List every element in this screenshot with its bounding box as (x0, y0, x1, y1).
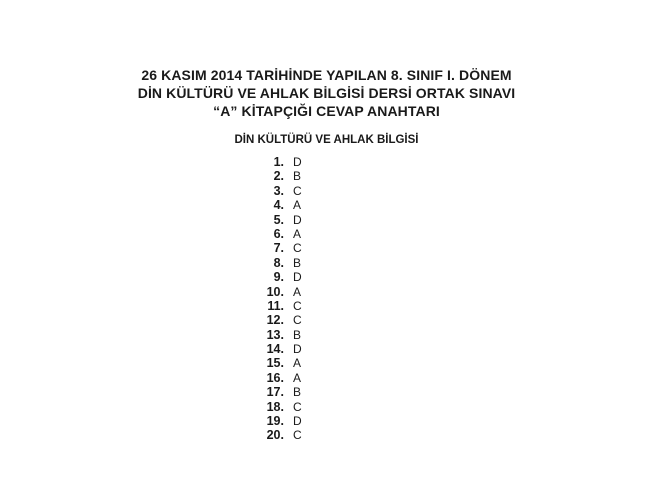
answer-row (250, 213, 302, 227)
answer-letter: B (293, 255, 302, 270)
answer-letter: D (293, 342, 302, 357)
answer-letter: A (293, 226, 302, 241)
answer-row (250, 400, 302, 414)
answer-row (250, 385, 302, 399)
answer-letter: B (293, 327, 302, 342)
question-number: 12. (266, 313, 284, 328)
question-number: 5. (273, 212, 284, 227)
answer-row (250, 342, 302, 356)
question-number: 20. (266, 428, 284, 443)
answer-letter: B (293, 169, 302, 184)
answer-row (250, 299, 302, 313)
answer-row (250, 270, 302, 284)
answer-row (250, 241, 302, 255)
answer-letter: A (293, 370, 302, 385)
question-number: 7. (273, 241, 284, 256)
answer-row (250, 285, 302, 299)
question-number: 11. (267, 298, 284, 313)
answer-row (250, 227, 302, 241)
question-number: 3. (273, 183, 284, 198)
answer-row (250, 328, 302, 342)
question-number: 1. (273, 155, 284, 169)
answer-letter: D (293, 212, 302, 227)
answer-letter: C (293, 313, 302, 328)
question-number: 13. (266, 327, 284, 342)
answer-letter: C (293, 241, 302, 256)
question-number: 16. (266, 370, 284, 385)
question-number: 2. (273, 169, 284, 184)
answer-letter: C (293, 428, 302, 443)
answer-letter: D (293, 270, 302, 285)
answer-key-list (250, 155, 302, 443)
answer-row (250, 428, 302, 442)
answer-row (250, 198, 302, 212)
answer-row (250, 256, 302, 270)
subject-heading: DİN KÜLTÜRÜ VE AHLAK BİLGİSİ (234, 134, 419, 146)
answer-row (250, 371, 302, 385)
answer-letter: C (293, 183, 302, 198)
answer-letter: C (293, 298, 302, 313)
answer-letter: B (293, 385, 302, 400)
question-number: 14. (266, 342, 284, 357)
answer-key-title: “A” KİTAPÇIĞI CEVAP ANAHTARI (213, 103, 440, 119)
question-number: 19. (266, 414, 284, 429)
question-number: 9. (273, 270, 284, 285)
document-header (0, 66, 653, 120)
answer-row (250, 155, 302, 169)
answer-row (250, 356, 302, 370)
answer-row (250, 184, 302, 198)
question-number: 4. (273, 198, 284, 213)
question-number: 6. (273, 226, 284, 241)
answer-letter: A (293, 356, 302, 371)
question-number: 17. (266, 385, 284, 400)
question-number: 15. (266, 356, 284, 371)
answer-letter: A (293, 284, 302, 299)
question-number: 8. (273, 255, 284, 270)
answer-letter: A (293, 198, 302, 213)
exam-subject-title: DİN KÜLTÜRÜ VE AHLAK BİLGİSİ DERSİ ORTAK SINAVI (137, 85, 516, 101)
exam-date-title: 26 KASIM 2014 TARİHİNDE YAPILAN 8. SINIF I. DÖNEM (141, 67, 512, 83)
answer-row (250, 169, 302, 183)
question-number: 18. (266, 399, 284, 414)
answer-row (250, 313, 302, 327)
question-number: 10. (266, 284, 284, 299)
answer-letter: C (293, 399, 302, 414)
answer-letter: D (293, 414, 302, 429)
answer-row (250, 414, 302, 428)
answer-letter: D (293, 155, 302, 169)
